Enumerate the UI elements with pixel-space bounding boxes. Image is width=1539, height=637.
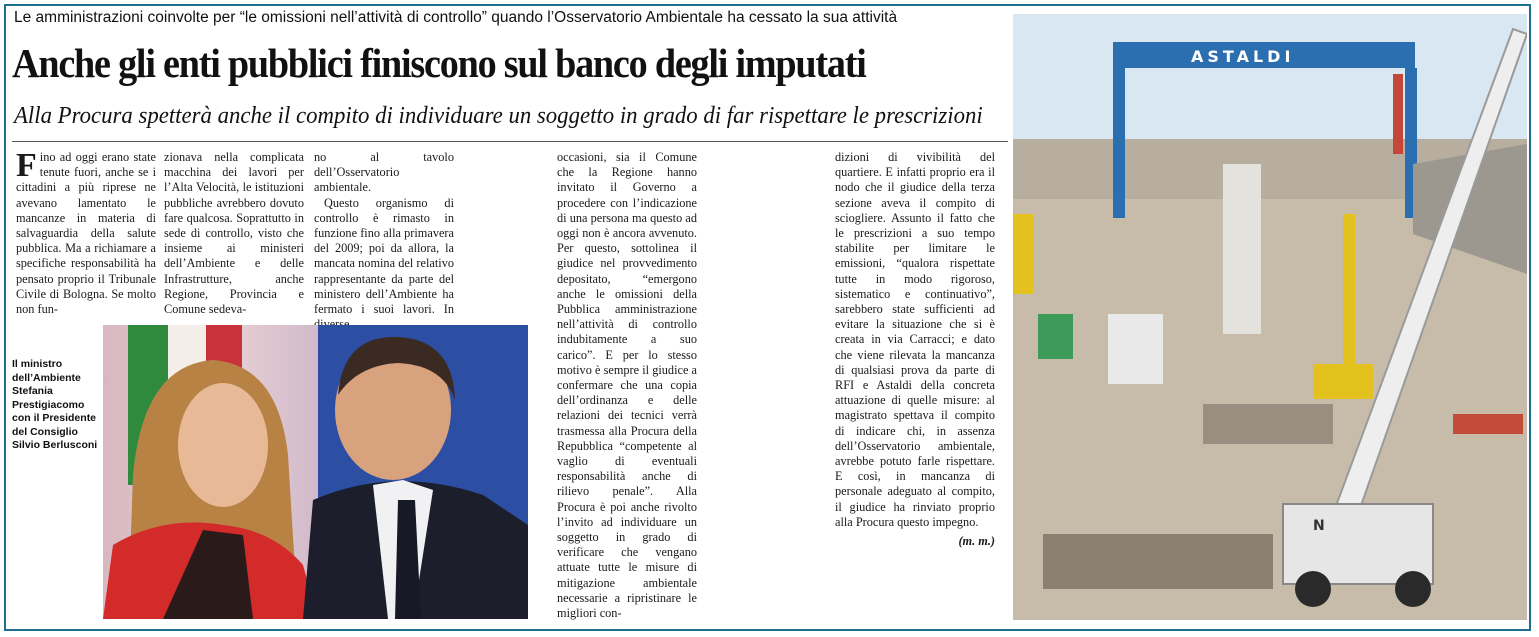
portrait-photo [103,325,528,619]
article-column-3 [314,150,454,332]
construction-site-illustration [1013,14,1527,620]
author-signature: (m. m.) [958,534,995,549]
sky [1013,14,1527,144]
construction-site-photo [1013,14,1527,620]
column-2-paragraph: zionava nella complicata macchina dei lavori per l’Alta Velocità, le istituzioni pubbliche avrebbero dovuto fare qualcosa. Soprattutto in sede di controllo, visto che insieme ai ministeri dell’Ambiente e delle Infrastrutture, anche Regione, Provincia e Comune sedeva- [164,150,304,317]
header-rule [12,141,1008,142]
column-4-paragraph: occasioni, sia il Comune che la Regione hanno invitato il Governo a procedere con l’indicazione di una persona ma questo ad oggi non è ancora avvenuto. Per questo, sottolinea il giudice nel provvedimento depositato, “emergono anche le omissioni della Pubblica amministrazione nell’attività di controllo indubitamente a suo carico”. E per lo stesso motivo è sempre il giudice a confermare che una copia dell’ordinanza e delle relazioni dei tecnici verrà trasmessa alla Procura della Repubblica “competente al vaglio di eventuali responsabilità anche di rilievo penale”. Alla Procura è poi anche rivolto l’invito ad individuare un soggetto in grado di verificare che vengano attuate tutte le misure di mitigazione ambientale necessarie a ripristinare le migliori con- [557,150,697,621]
column-1-text: ino ad oggi erano state tenute fuori, anche se i cittadini a più riprese ne avevano lamentato le mancanze in materia di salvaguardia della salute pubblica. Ma a richiamare a specifiche responsabilità ha pensato proprio il Tribunale Civile di Bologna. Se molto non fun- [16,150,156,317]
article-column-5 [835,150,995,549]
kicker-line: Le amministrazioni coinvolte per “le omissioni nell’attività di controllo” quando l’Osservatorio Ambientale ha cessato la sua attività [14,9,898,26]
article-column-2 [164,150,304,317]
crane-wheel-left [1295,571,1331,607]
crane-wheel-right [1395,571,1431,607]
chimney [1393,74,1403,154]
drop-cap: F [16,147,37,184]
gantry-leg-left [1113,68,1125,218]
mobile-crane-label: N [1313,518,1325,534]
photo-caption: Il ministro dell’Ambiente Stefania Prestigiacomo con il Presidente del Consiglio Silvio Berlusconi [12,358,98,451]
steel-bars [1203,404,1333,444]
headline: Anche gli enti pubblici finiscono sul banco degli imputati [12,40,866,86]
article-column-4 [557,150,697,621]
column-1-paragraph [16,147,156,317]
green-machine [1038,314,1073,359]
yellow-machine-left [1013,214,1033,294]
yellow-crane-body [1313,364,1373,399]
subheadline: Alla Procura spetterà anche il compito di individuare un soggetto in grado di far rispettare le prescrizioni [14,102,983,129]
article-column-1 [16,147,156,317]
portrait-illustration [103,325,528,619]
woman-face [178,383,268,507]
cement-truck [1108,314,1163,384]
column-5-paragraph: dizioni di vivibilità del quartiere. E infatti proprio era il nodo che il giudice della terza sezione aveva il compito di sciogliere. Assunto il fatto che le prescrizioni a suo tempo stabilite per limitare le emissioni, “qualora rispettate tutte in modo rigoroso, sistematico e continuativo”, sarebbero state sufficienti ad evitare la situazione che si è creata in via Carracci; e dato che viene rilevata la mancanza di qualsiasi prova da parte di RFI e Astaldi della concreta attuazione di quelle misure: al magistrato spettava il compito di indicare chi, in assenza dell’Osservatorio ambientale, avrebbe potuto farle rispettare. E così, in mancanza di personale adeguato al compito, il giudice ha rinviato proprio alla Procura questo impegno. [835,150,995,529]
column-3-paragraph-2: Questo organismo di controllo è rimasto in funzione fino alla primavera del 2009; poi da allora, la mancata nomina del relativo rappresentante da parte del ministero dell’Ambiente ha fermato i suoi lavori. In [314,195,454,317]
gantry-crane-sign: ASTALDI [1191,47,1295,66]
column-3-paragraph-1: no al tavolo dell’Osservatorio ambientale. [314,150,454,195]
rebar-piles [1043,534,1273,589]
silo [1223,164,1261,334]
red-trailer [1453,414,1523,434]
